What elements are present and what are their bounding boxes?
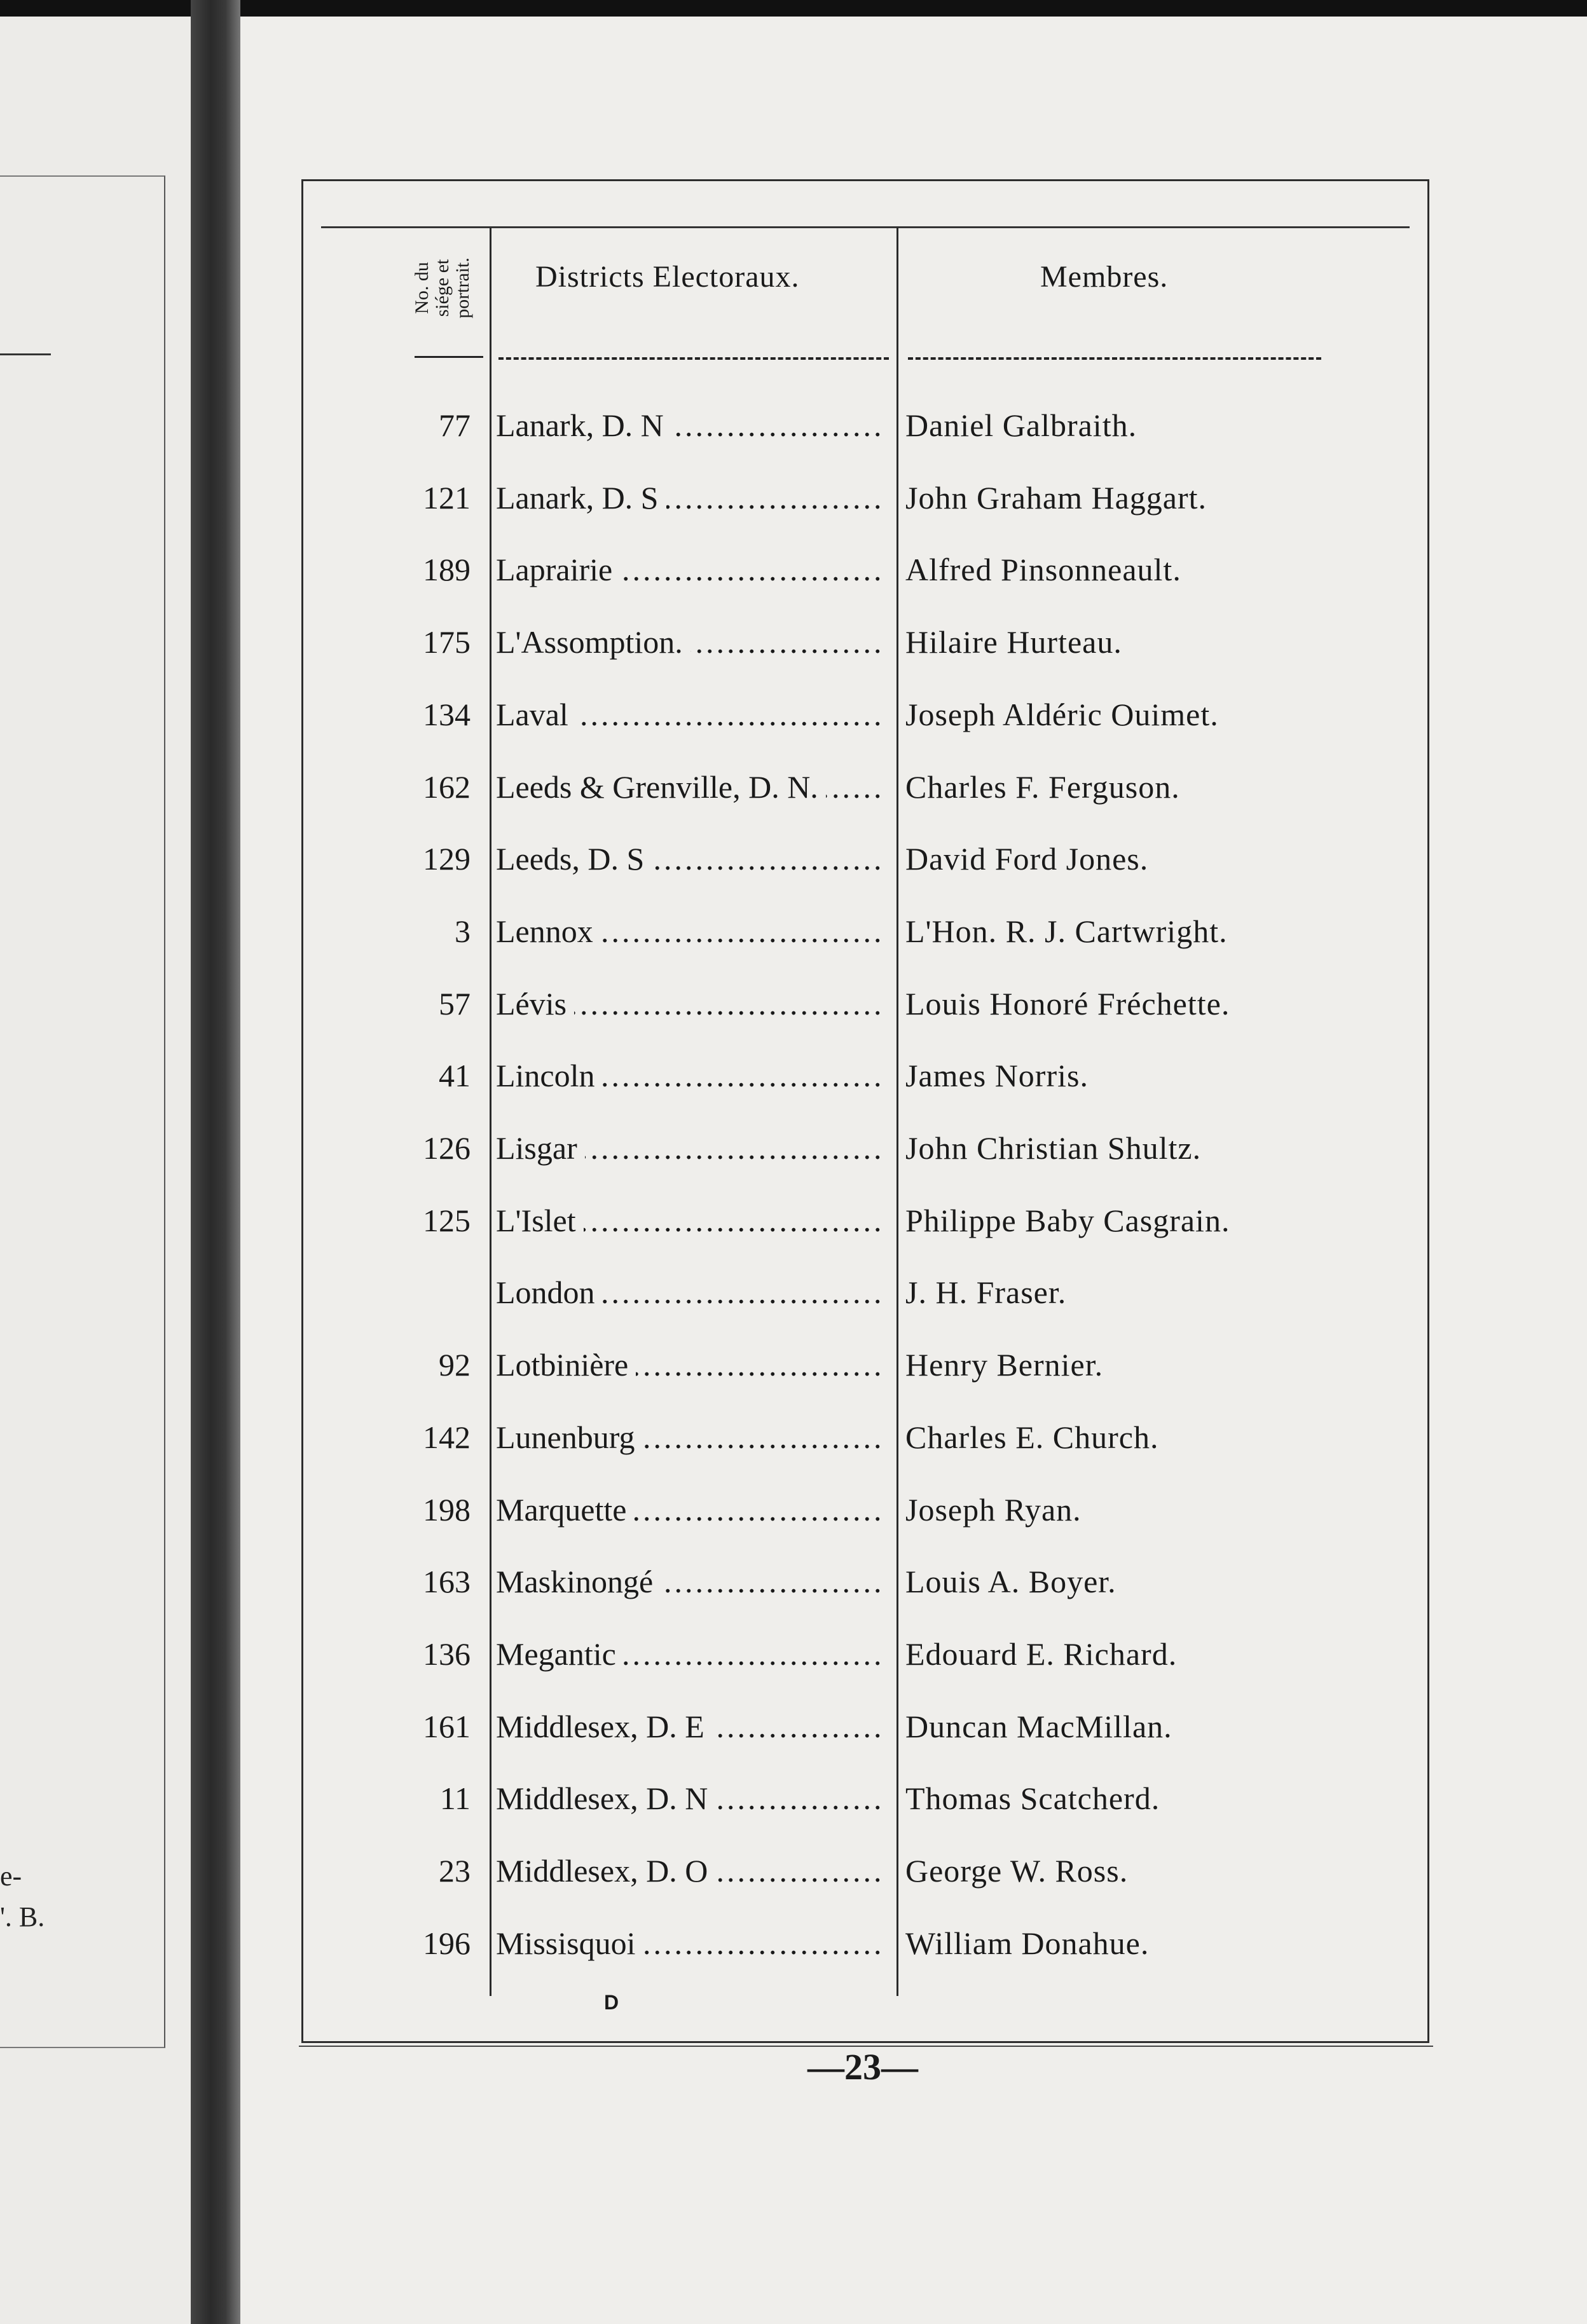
member-name: Charles E. Church. [905,1419,1159,1455]
table-row [381,1202,1335,1272]
district-label: Marquette [496,1492,634,1528]
district-name [496,1130,884,1166]
district-label: Megantic [496,1636,624,1672]
member-name: George W. Ross. [905,1853,1129,1889]
seat-number: 41 [439,1058,471,1093]
member-name: William Donahue. [905,1925,1150,1961]
table-row [381,696,1335,766]
district-label: Lotbinière [496,1347,636,1383]
member-name: Duncan MacMillan. [905,1709,1172,1744]
seat-number: 189 [423,552,471,587]
district-name [496,1636,884,1672]
district-name [496,913,884,950]
table-row [381,1346,1335,1416]
seat-number: 196 [423,1925,471,1961]
header-no-line-3: portrait. [452,257,473,318]
seat-number: 23 [439,1853,471,1889]
district-name [496,1419,884,1456]
table-row [381,840,1335,910]
table-row [381,1419,1335,1489]
district-label: Leeds, D. S [496,841,652,877]
district-name [496,1708,884,1745]
district-name [496,1852,884,1889]
district-label: Lisgar [496,1130,585,1166]
district-name [496,1491,884,1528]
district-label: L'Islet [496,1203,584,1238]
seat-number: 162 [423,769,471,805]
district-label: Laval [496,697,576,732]
left-page-frame [0,175,165,2048]
district-label: London [496,1275,603,1310]
member-name: Alfred Pinsonneault. [905,552,1181,587]
table-row [381,1925,1335,1995]
seat-number: 129 [423,841,471,877]
district-label: Laprairie [496,552,620,587]
member-name: Philippe Baby Casgrain. [905,1203,1230,1238]
seat-number: 163 [423,1564,471,1599]
district-label: Lévis [496,986,574,1022]
member-name: L'Hon. R. J. Cartwright. [905,913,1228,949]
header-no-rule [415,356,483,358]
seat-number: 77 [439,407,471,443]
member-name: Joseph Ryan. [905,1492,1082,1528]
seat-number: 198 [423,1492,471,1528]
district-name [496,1563,884,1600]
member-name: J. H. Fraser. [905,1275,1067,1310]
member-name: Joseph Aldéric Ouimet. [905,697,1219,732]
district-label: Lanark, D. S [496,480,666,516]
member-name: Hilaire Hurteau. [905,624,1122,660]
page-number: —23— [807,2046,918,2088]
district-name [496,407,884,444]
seat-number: 57 [439,986,471,1022]
header-top-rule [321,226,1410,228]
member-name: Henry Bernier. [905,1347,1104,1383]
member-name: Thomas Scatcherd. [905,1781,1160,1816]
table-row [381,479,1335,549]
district-name [496,624,884,660]
district-label: Leeds & Grenville, D. N. [496,769,826,805]
member-name: Charles F. Ferguson. [905,769,1180,805]
signature-mark: D [604,1991,619,2014]
member-name: David Ford Jones. [905,841,1149,877]
seat-number: 125 [423,1203,471,1238]
district-label: Lunenburg [496,1419,642,1455]
member-name: John Graham Haggart. [905,480,1207,516]
district-name [496,769,884,805]
left-page-rule [0,353,51,355]
table-row [381,913,1335,983]
district-label: Missisquoi [496,1925,643,1961]
header-no-line-2: siége et [432,259,453,317]
district-label: Maskinongé [496,1564,661,1599]
member-name: Louis A. Boyer. [905,1564,1116,1599]
district-label: Lincoln [496,1058,603,1093]
left-page-edge [0,17,191,2324]
district-name [496,1057,884,1094]
table-row [381,1636,1335,1705]
district-name [496,840,884,877]
table-row [381,551,1335,621]
table-row [381,1708,1335,1778]
district-label: Middlesex, D. N [496,1781,715,1816]
district-label: Lanark, D. N [496,407,671,443]
district-name [496,1925,884,1962]
table-row [381,1491,1335,1561]
district-label: Middlesex, D. O [496,1853,715,1889]
member-name: Edouard E. Richard. [905,1636,1178,1672]
table-row [381,407,1335,477]
seat-number: 121 [423,480,471,516]
district-label: L'Assomption. [496,624,690,660]
table-row [381,1130,1335,1200]
district-label: Lennox [496,913,601,949]
table-row [381,1780,1335,1850]
district-name [496,1274,884,1311]
seat-number: 142 [423,1419,471,1455]
member-name: Daniel Galbraith. [905,407,1137,443]
table-row [381,985,1335,1055]
district-name [496,1346,884,1383]
table-row [381,1057,1335,1127]
table-row [381,1852,1335,1922]
district-name [496,696,884,733]
district-label: Middlesex, D. E [496,1709,712,1744]
header-members: Membres. [1040,260,1169,294]
seat-number: 3 [455,913,471,949]
header-no-column [412,228,473,348]
seat-number: 92 [439,1347,471,1383]
seat-number: 126 [423,1130,471,1166]
seat-number: 11 [439,1781,471,1816]
seat-number: 134 [423,697,471,732]
seat-number: 161 [423,1709,471,1744]
header-no-line-1: No. du [411,262,432,314]
header-districts-dashes [498,357,889,360]
table-row [381,1274,1335,1344]
seat-number: 136 [423,1636,471,1672]
header-members-dashes [908,357,1321,360]
book-spine [191,0,240,2324]
left-page-fragment-2: '. B. [0,1901,45,1932]
district-name [496,985,884,1022]
table-row [381,624,1335,694]
header-districts: Districts Electoraux. [535,260,800,294]
table-row [381,769,1335,838]
table-row [381,1563,1335,1633]
district-name [496,1202,884,1239]
member-name: Louis Honoré Fréchette. [905,986,1230,1022]
district-name [496,1780,884,1817]
member-name: John Christian Shultz. [905,1130,1202,1166]
district-name [496,551,884,588]
left-page-fragment-1: e- [0,1861,22,1892]
seat-number: 175 [423,624,471,660]
member-name: James Norris. [905,1058,1089,1093]
district-name [496,479,884,516]
